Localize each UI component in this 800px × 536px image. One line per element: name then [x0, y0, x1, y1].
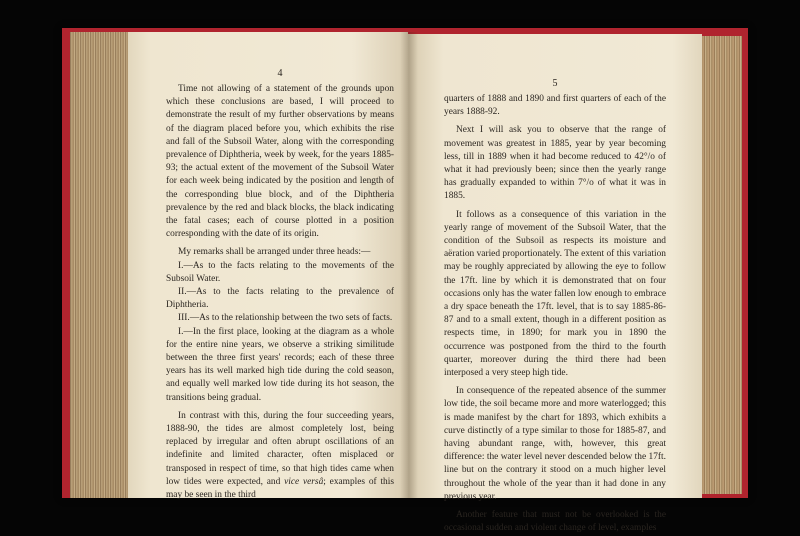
paragraph: I.—As to the facts relating to the movements of the Subsoil Water. [166, 260, 394, 284]
paragraph: Time not allowing of a statement of the grounds upon which these conclusions are based, I will proceed to demonstrate the result of my further observations by means of the diagram placed before you, which exhibits the rise and fall of the Subsoil Water, along with the corresponding prevalence of Diphtheria, week by week, for the years 1885-93; the actual extent of the movement of the Subsoil Water for each week being indicated by the position and length of the corresponding blue block, and of the Diphtheria prevalence by the red and black blocks, the black indicating the fatal cases; each of course plotted in a position corresponding with the date of its origin. [166, 84, 394, 240]
paragraph: In consequence of the repeated absence of the summer low tide, the soil became more and more waterlogged; this is made manifest by the chart for 1893, which exhibits a curve distinctly of a type similar to those for 1885-87, and having abundant range, with, however, this great difference: the water level never descended below the 17ft. line but on the contrary it stood on a much higher level throughout the whole of the year than it had done in any previous year. [444, 386, 666, 502]
left-page-number: 4 [277, 68, 283, 79]
paragraph: II.—As to the facts relating to the prevalence of Diphtheria. [166, 287, 394, 311]
paragraph: In contrast with this, during the four succeeding years, 1888-90, the tides are almost completely lost, being replaced by irregular and often abrupt oscillations of an indefinite and limited character, often misplaced or transposed in respect of time, so that high tides came when low tides were expected, and vice versâ; examples of this may be seen in the third [166, 410, 394, 501]
right-page-edges [700, 36, 742, 494]
paragraph: Another feature that must not be overlooked is the occasional sudden and violent change of level, examples [444, 510, 666, 534]
paragraph: III.—As to the relationship between the two sets of facts. [178, 313, 393, 324]
left-page [128, 32, 408, 501]
paragraph: Next I will ask you to observe that the range of movement was greatest in 1885, year by year becoming less, till in 1889 when it had become reduced to 42°/o of what it had previously been; since then the yearly range has gradually expanded to within 7°/o of what it was in 1885. [444, 125, 666, 202]
right-page [408, 34, 702, 534]
paragraph: quarters of 1888 and 1890 and first quarters of each of the years 1888-92. [444, 94, 666, 118]
paragraph: It follows as a consequence of this variation in the yearly range of movement of the Subsoil Water, that the condition of the Subsoil as respects its moisture and aëration varied proportionately. The extent of this variation may be roughly appreciated by allowing the eye to follow the 17ft. line by which it is demonstrated that on four occasions only has the water fallen low enough to embrace a dry space beneath the 17ft. level, that is to say 1885-86-87 and to a small extent, though in a different position as respects time, in 1890; for mark you in 1890 the occurrence was postponed from the third to the fourth quarter, moreover during the third there had been interposed a very steep high tide. [444, 209, 666, 379]
left-page-edges [70, 32, 132, 498]
left-page-text [166, 83, 394, 502]
paragraph: I.—In the first place, looking at the diagram as a whole for the entire nine years, we observe a striking similitude between the three first years' records; each of these three years has its well marked high tide during the cold season, and equally well marked low tide during its hot season, the transitions being gradual. [166, 326, 394, 403]
italic-phrase: vice versâ [284, 476, 324, 487]
book-gutter [400, 32, 418, 498]
right-page-text [444, 93, 666, 536]
right-page-number: 5 [552, 78, 558, 89]
paragraph: My remarks shall be arranged under three heads:— [178, 247, 371, 258]
